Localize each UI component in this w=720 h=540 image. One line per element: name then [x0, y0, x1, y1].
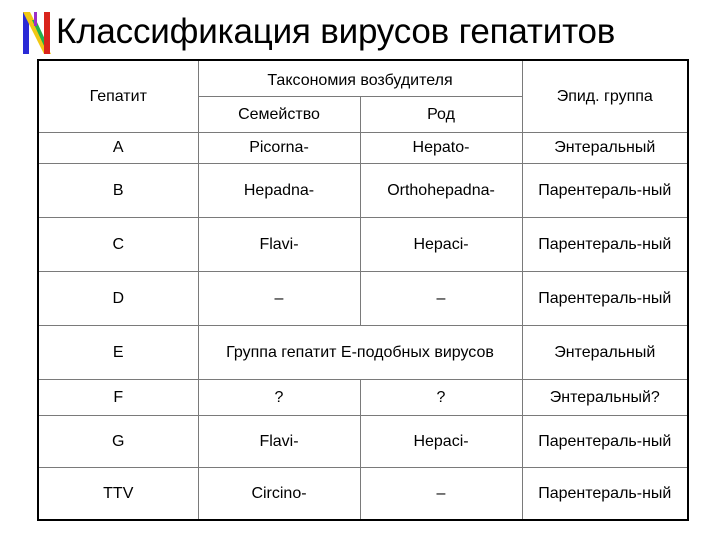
cell-epid: Энтеральный? [522, 379, 688, 415]
cell-taxonomy-merged-text: Группа гепатит Е-подобных вирусов [226, 343, 494, 361]
cell-genus: Hepaci- [360, 415, 522, 467]
cell-hepatitis: A [38, 132, 198, 163]
cell-genus: ? [360, 379, 522, 415]
cell-epid [522, 271, 688, 325]
cell-genus: Orthohepadna- [360, 163, 522, 217]
header-genus: Род [360, 96, 522, 132]
n-logo-icon [20, 8, 54, 58]
table-row [38, 217, 688, 271]
hepatitis-classification-table [37, 59, 689, 521]
header-taxonomy: Таксономия возбудителя [198, 60, 522, 96]
header-family: Семейство [198, 96, 360, 132]
cell-family: ? [198, 379, 360, 415]
cell-epid [522, 467, 688, 520]
cell-epid-text: Парентераль-ный [538, 289, 672, 307]
table-row [38, 379, 688, 415]
cell-family: Flavi- [198, 415, 360, 467]
cell-hepatitis: F [38, 379, 198, 415]
cell-epid-text: Парентераль-ный [538, 484, 672, 502]
page-title: Классификация вирусов гепатитов [56, 12, 616, 51]
cell-epid-text: Парентераль-ный [538, 181, 672, 199]
cell-family: Hepadna- [198, 163, 360, 217]
cell-family: Picorna- [198, 132, 360, 163]
cell-family: Circino- [198, 467, 360, 520]
cell-hepatitis: G [38, 415, 198, 467]
header-row-1 [38, 60, 688, 96]
cell-family: – [198, 271, 360, 325]
cell-epid [522, 415, 688, 467]
cell-hepatitis: C [38, 217, 198, 271]
cell-taxonomy-merged [198, 325, 522, 379]
cell-epid: Энтеральный [522, 132, 688, 163]
cell-hepatitis: E [38, 325, 198, 379]
cell-epid-text: Парентераль-ный [538, 235, 672, 253]
header-epid-group: Эпид. группа [522, 60, 688, 132]
cell-family: Flavi- [198, 217, 360, 271]
table-row [38, 271, 688, 325]
table-row [38, 325, 688, 379]
cell-hepatitis: D [38, 271, 198, 325]
table-row [38, 415, 688, 467]
cell-genus: – [360, 271, 522, 325]
table-row [38, 163, 688, 217]
cell-epid [522, 217, 688, 271]
cell-epid-text: Парентераль-ный [538, 432, 672, 450]
table-row [38, 132, 688, 163]
cell-genus: Hepaci- [360, 217, 522, 271]
cell-epid: Энтеральный [522, 325, 688, 379]
header-hepatitis: Гепатит [38, 60, 198, 132]
cell-hepatitis: B [38, 163, 198, 217]
table-row [38, 467, 688, 520]
cell-hepatitis: TTV [38, 467, 198, 520]
cell-epid [522, 163, 688, 217]
cell-genus: – [360, 467, 522, 520]
cell-genus: Hepato- [360, 132, 522, 163]
